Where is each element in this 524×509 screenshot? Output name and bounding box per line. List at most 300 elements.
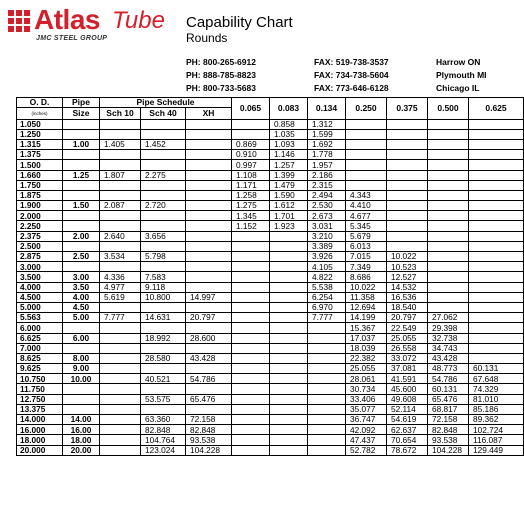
value-cell: 11.358 (346, 292, 387, 302)
value-cell (428, 190, 469, 200)
value-cell: 1.692 (308, 139, 346, 149)
value-cell: 65.476 (428, 394, 469, 404)
value-cell (387, 241, 428, 251)
value-cell (308, 384, 346, 394)
value-cell: 1.108 (232, 170, 270, 180)
phone-number: PH: 800-265-6912 (186, 57, 256, 67)
pipe-size-cell: 18.00 (63, 435, 100, 445)
table-row (17, 415, 524, 425)
table-row (17, 221, 524, 231)
od-cell: 1.660 (17, 170, 63, 180)
table-row (17, 302, 524, 312)
col-header: 0.250 (346, 98, 387, 120)
od-cell: 4.000 (17, 282, 63, 292)
value-cell: 0.997 (232, 160, 270, 170)
value-cell: 8.686 (346, 272, 387, 282)
value-cell: 4.677 (346, 211, 387, 221)
value-cell: 1.146 (270, 150, 308, 160)
value-cell: 7.777 (100, 313, 141, 323)
value-cell (186, 190, 232, 200)
logo-suffix: Tube (112, 7, 165, 34)
value-cell (141, 241, 186, 251)
od-cell: 1.050 (17, 119, 63, 129)
value-cell (469, 333, 524, 343)
value-cell: 12.527 (387, 272, 428, 282)
value-cell (100, 404, 141, 414)
table-row (17, 323, 524, 333)
od-cell: 7.000 (17, 343, 63, 353)
value-cell: 1.957 (308, 160, 346, 170)
col-header: 0.500 (428, 98, 469, 120)
value-cell: 4.105 (308, 262, 346, 272)
table-row (17, 333, 524, 343)
value-cell: 25.055 (346, 364, 387, 374)
value-cell: 60.131 (469, 364, 524, 374)
value-cell: 25.055 (387, 333, 428, 343)
value-cell: 1.171 (232, 180, 270, 190)
value-cell (141, 323, 186, 333)
table-row (17, 272, 524, 282)
value-cell: 33.072 (387, 353, 428, 363)
value-cell: 1.257 (270, 160, 308, 170)
value-cell: 54.619 (387, 415, 428, 425)
value-cell (387, 150, 428, 160)
value-cell (387, 190, 428, 200)
value-cell (469, 160, 524, 170)
value-cell (270, 374, 308, 384)
value-cell (186, 364, 232, 374)
value-cell: 2.275 (141, 170, 186, 180)
value-cell (141, 364, 186, 374)
value-cell (308, 445, 346, 455)
value-cell (469, 221, 524, 231)
value-cell (141, 302, 186, 312)
pipe-size-cell (63, 160, 100, 170)
value-cell: 81.010 (469, 394, 524, 404)
value-cell: 104.764 (141, 435, 186, 445)
location: Plymouth MI (436, 70, 487, 80)
value-cell: 123.024 (141, 445, 186, 455)
od-cell: 2.250 (17, 221, 63, 231)
value-cell (270, 343, 308, 353)
value-cell: 7.583 (141, 272, 186, 282)
value-cell (100, 180, 141, 190)
value-cell (232, 353, 270, 363)
value-cell (232, 333, 270, 343)
value-cell: 1.152 (232, 221, 270, 231)
od-cell: 11.750 (17, 384, 63, 394)
value-cell (469, 211, 524, 221)
od-cell: 6.625 (17, 333, 63, 343)
value-cell: 53.575 (141, 394, 186, 404)
value-cell (428, 241, 469, 251)
value-cell (270, 292, 308, 302)
value-cell: 36.747 (346, 415, 387, 425)
od-cell: 2.000 (17, 211, 63, 221)
value-cell: 1.479 (270, 180, 308, 190)
value-cell: 47.437 (346, 435, 387, 445)
table-row (17, 262, 524, 272)
value-cell (469, 129, 524, 139)
value-cell: 5.345 (346, 221, 387, 231)
value-cell (232, 445, 270, 455)
od-units: (inches) (17, 108, 63, 120)
value-cell (428, 231, 469, 241)
value-cell (100, 384, 141, 394)
value-cell (232, 404, 270, 414)
value-cell: 3.210 (308, 231, 346, 241)
value-cell (186, 262, 232, 272)
fax-number: FAX: 734-738-5604 (314, 70, 389, 80)
value-cell: 5.619 (100, 292, 141, 302)
value-cell: 52.114 (387, 404, 428, 414)
table-row (17, 374, 524, 384)
value-cell: 28.061 (346, 374, 387, 384)
value-cell: 85.186 (469, 404, 524, 414)
value-cell (141, 262, 186, 272)
value-cell (469, 201, 524, 211)
atlas-tube-logo (8, 4, 178, 48)
value-cell (100, 374, 141, 384)
table-row (17, 282, 524, 292)
value-cell: 1.807 (100, 170, 141, 180)
od-cell: 8.625 (17, 353, 63, 363)
value-cell (100, 129, 141, 139)
pipe-size-cell: 10.00 (63, 374, 100, 384)
value-cell (346, 150, 387, 160)
value-cell (232, 252, 270, 262)
od-cell: 2.375 (17, 231, 63, 241)
value-cell (100, 190, 141, 200)
value-cell (100, 343, 141, 353)
value-cell (232, 302, 270, 312)
value-cell (428, 282, 469, 292)
pipe-size-cell (63, 129, 100, 139)
value-cell: 10.800 (141, 292, 186, 302)
value-cell (141, 404, 186, 414)
value-cell (186, 302, 232, 312)
pipe-size-cell (63, 150, 100, 160)
value-cell: 3.534 (100, 252, 141, 262)
col-header: 0.625 (469, 98, 524, 120)
value-cell (428, 262, 469, 272)
value-cell (232, 292, 270, 302)
pipe-size-cell: 4.50 (63, 302, 100, 312)
value-cell (469, 313, 524, 323)
value-cell: 41.591 (387, 374, 428, 384)
value-cell: 1.612 (270, 201, 308, 211)
value-cell (469, 170, 524, 180)
value-cell: 2.640 (100, 231, 141, 241)
value-cell (270, 435, 308, 445)
od-cell: 1.375 (17, 150, 63, 160)
value-cell (270, 272, 308, 282)
value-cell (270, 262, 308, 272)
value-cell: 14.199 (346, 313, 387, 323)
value-cell: 18.039 (346, 343, 387, 353)
od-cell: 1.315 (17, 139, 63, 149)
value-cell (428, 129, 469, 139)
pipe-size-cell: 20.00 (63, 445, 100, 455)
value-cell: 12.694 (346, 302, 387, 312)
pipe-size-cell: 16.00 (63, 425, 100, 435)
value-cell (346, 119, 387, 129)
od-cell: 3.000 (17, 262, 63, 272)
logo-group: JMC STEEL GROUP (36, 35, 108, 42)
value-cell (428, 119, 469, 129)
od-header: O. D. (17, 98, 63, 108)
value-cell: 18.540 (387, 302, 428, 312)
od-cell: 16.000 (17, 425, 63, 435)
pipe-size-cell (63, 343, 100, 353)
location: Harrow ON (436, 57, 481, 67)
value-cell (141, 221, 186, 231)
col-header: 0.134 (308, 98, 346, 120)
value-cell (387, 170, 428, 180)
table-row (17, 190, 524, 200)
value-cell (232, 435, 270, 445)
value-cell: 48.773 (428, 364, 469, 374)
table-row (17, 211, 524, 221)
value-cell (232, 241, 270, 251)
value-cell (100, 150, 141, 160)
value-cell (387, 211, 428, 221)
value-cell: 1.345 (232, 211, 270, 221)
table-row (17, 353, 524, 363)
value-cell: 5.679 (346, 231, 387, 241)
od-cell: 3.500 (17, 272, 63, 282)
pipe-size-cell: 14.00 (63, 415, 100, 425)
value-cell: 4.822 (308, 272, 346, 282)
value-cell (100, 302, 141, 312)
value-cell (141, 129, 186, 139)
table-row (17, 201, 524, 211)
col-header: 0.375 (387, 98, 428, 120)
od-cell: 2.500 (17, 241, 63, 251)
value-cell (232, 262, 270, 272)
od-cell: 5.563 (17, 313, 63, 323)
value-cell: 2.530 (308, 201, 346, 211)
value-cell (428, 170, 469, 180)
value-cell (270, 364, 308, 374)
value-cell (469, 302, 524, 312)
page-title: Capability Chart (186, 14, 293, 31)
value-cell: 43.428 (428, 353, 469, 363)
value-cell: 10.022 (346, 282, 387, 292)
value-cell (469, 150, 524, 160)
value-cell (308, 333, 346, 343)
od-cell: 10.750 (17, 374, 63, 384)
value-cell (232, 272, 270, 282)
page-subtitle: Rounds (186, 31, 228, 45)
value-cell (100, 394, 141, 404)
pipe-size-cell: 3.00 (63, 272, 100, 282)
value-cell: 30.734 (346, 384, 387, 394)
value-cell (308, 343, 346, 353)
value-cell (100, 415, 141, 425)
value-cell (232, 425, 270, 435)
value-cell (469, 231, 524, 241)
value-cell (270, 425, 308, 435)
value-cell (270, 231, 308, 241)
value-cell (232, 231, 270, 241)
value-cell (428, 302, 469, 312)
value-cell: 10.523 (387, 262, 428, 272)
value-cell (186, 201, 232, 211)
value-cell (308, 353, 346, 363)
value-cell: 52.782 (346, 445, 387, 455)
value-cell (186, 272, 232, 282)
pipe-size-cell: 1.25 (63, 170, 100, 180)
value-cell (308, 435, 346, 445)
value-cell: 49.608 (387, 394, 428, 404)
pipe-schedule-header: Pipe Schedule (100, 98, 232, 108)
pipe-size-cell: 9.00 (63, 364, 100, 374)
value-cell (428, 150, 469, 160)
table-row (17, 384, 524, 394)
table-row (17, 343, 524, 353)
value-cell: 7.777 (308, 313, 346, 323)
pipe-size-cell: 2.00 (63, 231, 100, 241)
value-cell (186, 139, 232, 149)
pipe-size-cell (63, 394, 100, 404)
od-cell: 13.375 (17, 404, 63, 414)
value-cell (428, 160, 469, 170)
table-row (17, 313, 524, 323)
value-cell: 1.701 (270, 211, 308, 221)
value-cell: 2.673 (308, 211, 346, 221)
value-cell (346, 170, 387, 180)
value-cell: 32.738 (428, 333, 469, 343)
table-body (17, 119, 524, 455)
value-cell (387, 180, 428, 190)
value-cell (387, 221, 428, 231)
od-cell: 1.900 (17, 201, 63, 211)
value-cell (270, 353, 308, 363)
value-cell (186, 343, 232, 353)
table-row (17, 231, 524, 241)
table-row (17, 150, 524, 160)
pipe-size-header: Size (63, 108, 100, 120)
pipe-size-cell: 8.00 (63, 353, 100, 363)
value-cell: 6.970 (308, 302, 346, 312)
value-cell (186, 404, 232, 414)
value-cell: 54.786 (428, 374, 469, 384)
value-cell (232, 313, 270, 323)
value-cell (428, 139, 469, 149)
pipe-size-cell (63, 221, 100, 231)
col-header: XH (186, 108, 232, 120)
location-list (436, 56, 487, 95)
value-cell: 89.362 (469, 415, 524, 425)
value-cell: 20.797 (387, 313, 428, 323)
value-cell: 68.817 (428, 404, 469, 414)
table-row (17, 252, 524, 262)
value-cell: 1.452 (141, 139, 186, 149)
value-cell: 5.798 (141, 252, 186, 262)
table-row (17, 180, 524, 190)
value-cell: 18.992 (141, 333, 186, 343)
value-cell: 4.977 (100, 282, 141, 292)
location: Chicago IL (436, 83, 480, 93)
value-cell: 60.131 (428, 384, 469, 394)
value-cell: 0.858 (270, 119, 308, 129)
pipe-size-cell (63, 262, 100, 272)
value-cell: 22.382 (346, 353, 387, 363)
value-cell (308, 404, 346, 414)
value-cell: 33.406 (346, 394, 387, 404)
value-cell: 1.405 (100, 139, 141, 149)
value-cell (100, 221, 141, 231)
value-cell (141, 384, 186, 394)
value-cell (232, 374, 270, 384)
value-cell: 2.186 (308, 170, 346, 180)
value-cell (100, 364, 141, 374)
value-cell (469, 353, 524, 363)
value-cell: 15.367 (346, 323, 387, 333)
value-cell: 29.398 (428, 323, 469, 333)
value-cell: 1.093 (270, 139, 308, 149)
value-cell (141, 211, 186, 221)
value-cell (232, 282, 270, 292)
value-cell: 40.521 (141, 374, 186, 384)
value-cell: 1.399 (270, 170, 308, 180)
value-cell (100, 435, 141, 445)
value-cell: 1.275 (232, 201, 270, 211)
value-cell: 65.476 (186, 394, 232, 404)
value-cell (232, 323, 270, 333)
value-cell (387, 231, 428, 241)
value-cell (270, 282, 308, 292)
value-cell (232, 394, 270, 404)
value-cell: 34.743 (428, 343, 469, 353)
table-row (17, 160, 524, 170)
value-cell: 16.536 (387, 292, 428, 302)
value-cell: 22.549 (387, 323, 428, 333)
od-cell: 1.750 (17, 180, 63, 190)
value-cell (469, 180, 524, 190)
value-cell (469, 262, 524, 272)
value-cell (308, 425, 346, 435)
value-cell (270, 445, 308, 455)
value-cell (469, 252, 524, 262)
value-cell (387, 201, 428, 211)
value-cell (141, 343, 186, 353)
table-row (17, 139, 524, 149)
value-cell (469, 241, 524, 251)
od-cell: 20.000 (17, 445, 63, 455)
value-cell (428, 252, 469, 262)
value-cell (186, 180, 232, 190)
fax-number: FAX: 773-646-6128 (314, 83, 389, 93)
value-cell (308, 364, 346, 374)
od-cell: 2.875 (17, 252, 63, 262)
value-cell (270, 394, 308, 404)
value-cell: 1.035 (270, 129, 308, 139)
pipe-size-cell: 6.00 (63, 333, 100, 343)
value-cell: 7.349 (346, 262, 387, 272)
value-cell: 4.410 (346, 201, 387, 211)
fax-number: FAX: 519-738-3537 (314, 57, 389, 67)
value-cell: 17.037 (346, 333, 387, 343)
value-cell: 104.228 (186, 445, 232, 455)
value-cell: 3.031 (308, 221, 346, 231)
value-cell (469, 190, 524, 200)
value-cell (186, 211, 232, 221)
value-cell (186, 150, 232, 160)
od-cell: 5.000 (17, 302, 63, 312)
table-row (17, 364, 524, 374)
